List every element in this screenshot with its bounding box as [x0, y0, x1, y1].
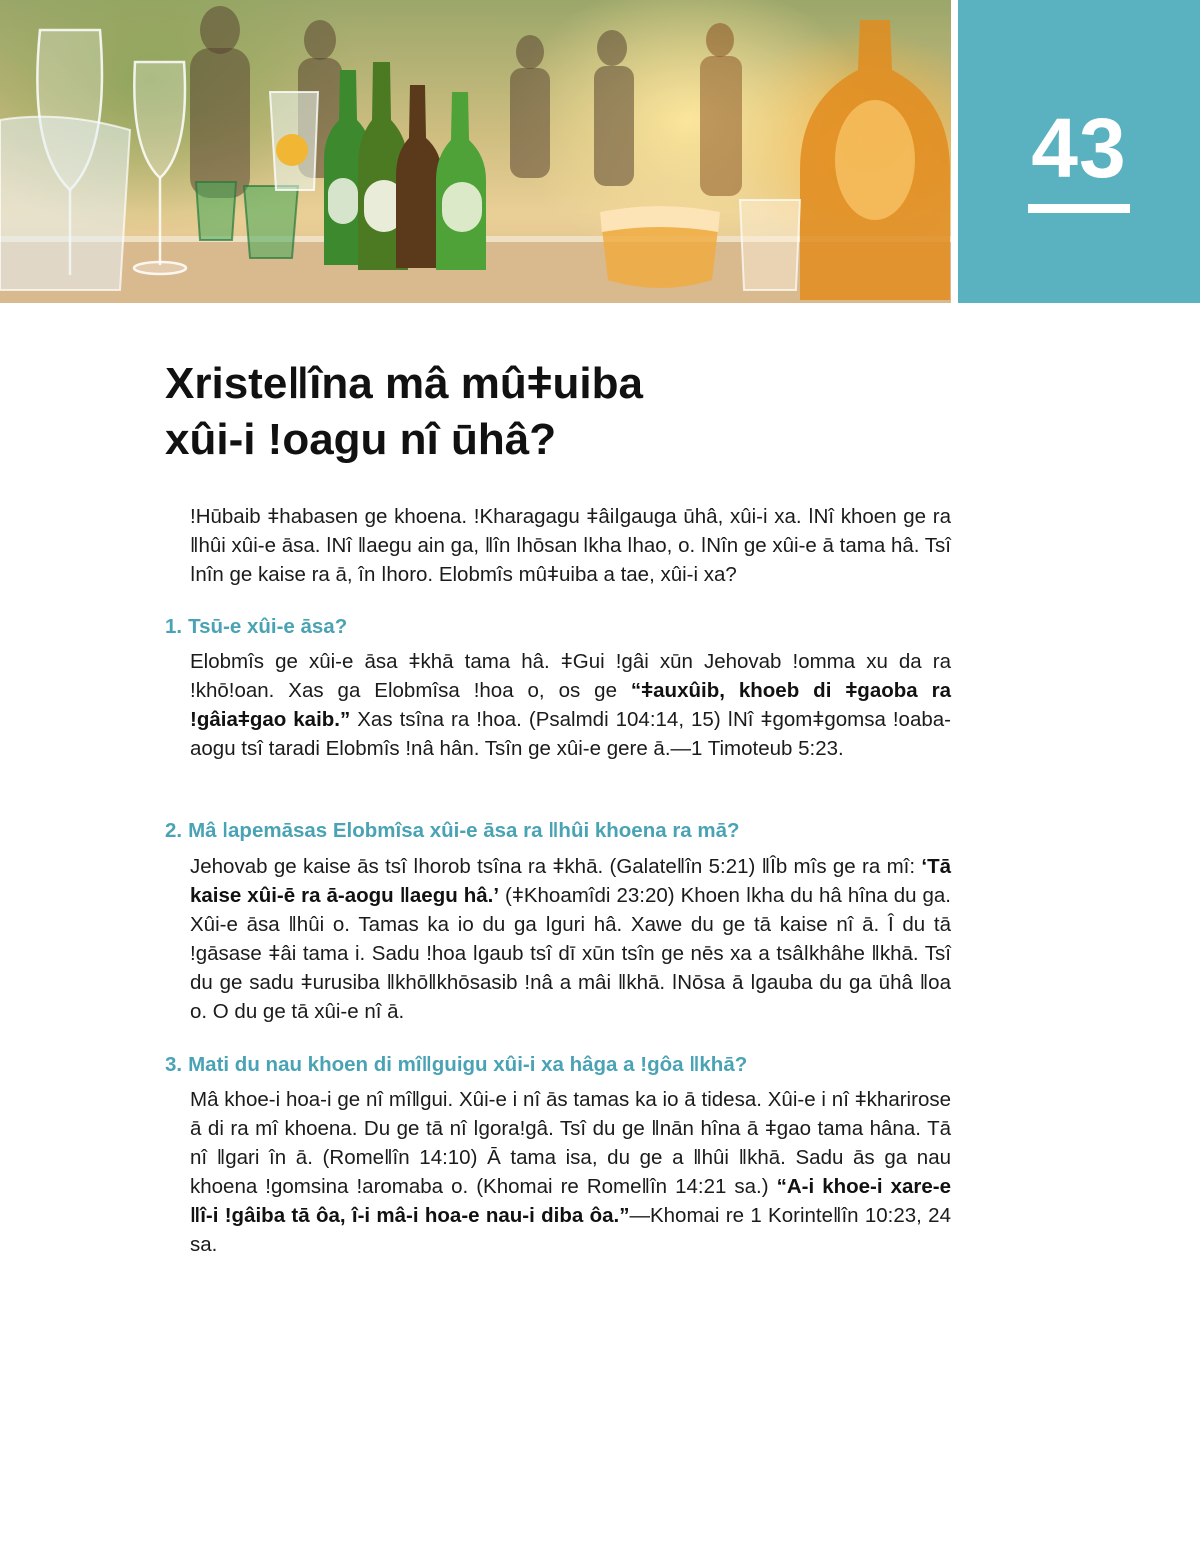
chapter-number: 43 [1031, 101, 1127, 195]
header-photo-illustration [0, 0, 951, 303]
answer-quote-bold: “ǂauxûib, khoeb di ǂgaoba ra ǃgâiaǂgao kaib.” [190, 679, 952, 731]
answer-text: Elobmîs ge xûi-e āsa ǂkhā tama hâ. ǂGui ǃgâi xūn Jehovab ǃomma xu da ra ǃkhōǃoan. Xas ga Elobmîsa ǃhoa o, os ge [190, 650, 951, 702]
answer-text: Jehovab ge kaise ās tsî ǀhorob tsîna ra ǂkhā. (Galateǁîn 5:21) ǁÎb mîs ge ra mî: [190, 855, 922, 878]
question-number: 2. [165, 819, 183, 842]
page-title-line-1: Xristeǁîna mâ mûǂuiba [165, 359, 643, 408]
question-number: 3. [165, 1053, 183, 1076]
question-text: Mati du nau khoen di mîǁguigu xûi-i xa hâga a ǃgôa ǁkhā? [188, 1053, 748, 1076]
answer-paragraph-3 [190, 1085, 951, 1259]
question-heading-3 [165, 1050, 955, 1079]
question-heading-2 [165, 816, 955, 845]
intro-paragraph: ǃHūbaib ǂhabasen ge khoena. ǃKharagagu ǂâiǀgauga ūhâ, xûi-i xa. ǀNî khoen ge ra ǁhûi xûi-e āsa. ǀNî ǁaegu ain ga, ǁîn ǀhōsan ǀkha ǀhao, o. ǀNîn ge xûi-e ā tama hâ. Tsî ǀnîn ge kaise ra ā, în ǀhoro. Elobmîs mûǂuiba a tae, xûi-i xa? [190, 505, 951, 586]
answer-quote-bold: ‘Tā kaise xûi-ē ra ā-aogu ǁaegu hâ.’ [190, 855, 951, 907]
question-text: Tsū-e xûi-e āsa? [188, 615, 348, 638]
header-photo [0, 0, 951, 303]
page-title-line-2: xûi-i ǃoagu nî ūhâ? [165, 415, 557, 464]
answer-quote-bold: “A-i khoe-i xare-e ǁî-i ǃgâiba tā ôa, î-i mâ-i hoa-e nau-i diba ôa.” [190, 1175, 952, 1227]
answer-text: Mâ khoe-i hoa-i ge nî mîǁgui. Xûi-e i nî ās tamas ka io ā tidesa. Xûi-e i nî ǂkharirose ā di ra mî khoena. Du ge tā nî ǀgoraǃgâ. Tsî du ge ǁnān hîna ā ǂgao tama hâna. Tā nî ǁgari în ā. (Romeǁîn 14:10) Ā tama isa, du ge a ǁhûi ǁkhā. Sadu ās ga nau khoena ǃgomsina ǃaromaba o. (Khomai re Romeǁîn 14:21 sa.) [190, 1088, 951, 1198]
page-title [165, 356, 925, 468]
answer-paragraph-2 [190, 852, 951, 1026]
question-heading-1 [165, 612, 955, 641]
chapter-underline [1028, 204, 1130, 213]
question-text: Mâ ǀapemāsas Elobmîsa xûi-e āsa ra ǁhûi khoena ra mā? [188, 819, 740, 842]
answer-text: —Khomai re 1 Korinteǁîn 10:23, 24 sa. [190, 1204, 951, 1256]
answer-text: (ǂKhoamîdi 23:20) Khoen ǀkha du hâ hîna du ga. Xûi-e āsa ǁhûi o. Tamas ka io du ga ǀguri hâ. Xawe du ge tā kaise nî ā. Î du tā ǃgāsase ǂâi tama i. Sadu ǃhoa ǀgaub tsî dī xūn tsîn ge nēs xa a tsâǀkhâhe ǁkhā. Tsî du ge sadu ǂurusiba ǁkhōǁkhōsasib ǃnâ a mâi ǁkhā. ǀNōsa ā ǀgauba du ga ūhâ ǁoa o. O du ge tā xûi-e nî ā. [190, 884, 952, 1023]
answer-text: Xas tsîna ra ǃhoa. (Psalmdi 104:14, 15) ǀNî ǂgomǂgomsa ǃoaba-aogu tsî taradi Elobmîs ǃnâ hân. Tsîn ge xûi-e gere ā.—1 Timoteub 5:23. [190, 708, 951, 760]
answer-paragraph-1 [190, 647, 951, 763]
question-number: 1. [165, 615, 183, 638]
